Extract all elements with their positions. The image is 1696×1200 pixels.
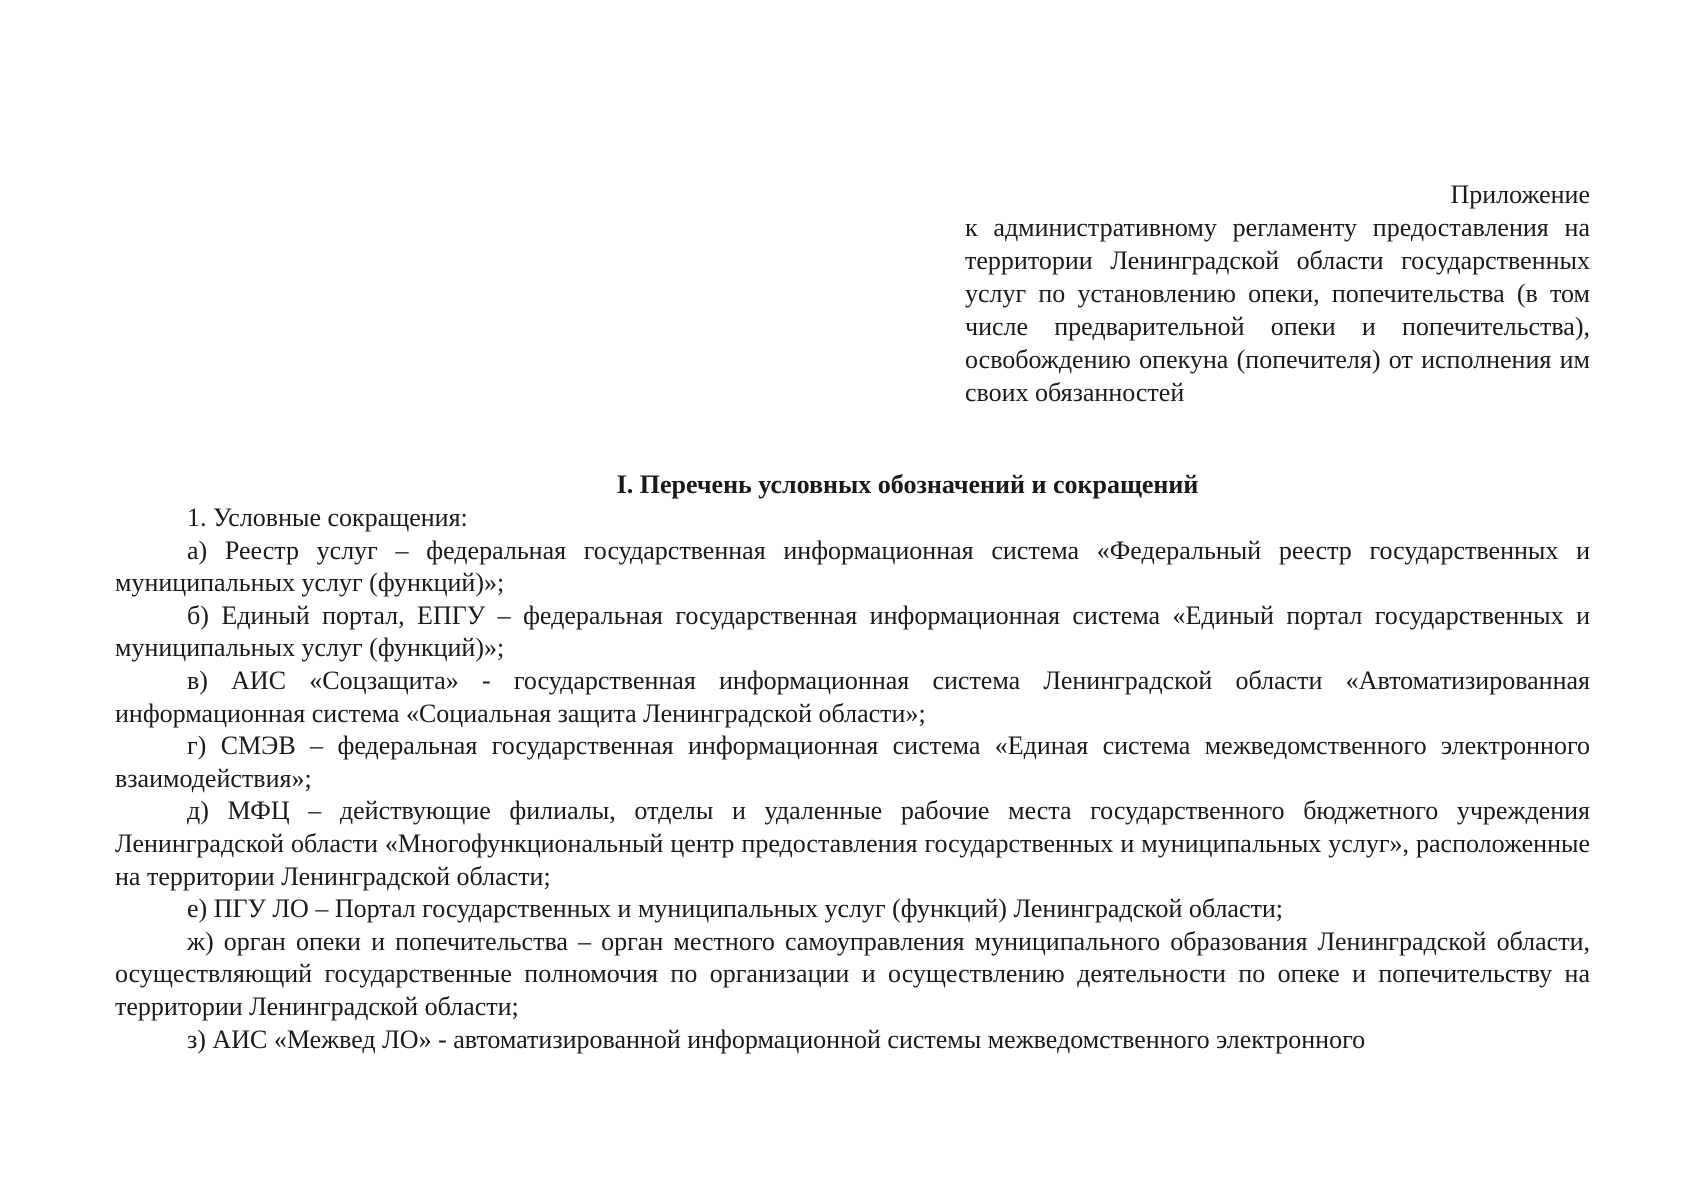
paragraph-d: д) МФЦ – действующие филиалы, отделы и удаленные рабочие места государственного бюджетного учреждения Ленинградской области «Многофункциональный центр предоставления государственных и муниципальных услуг», расположенные на территории Ленинградской области; bbox=[115, 796, 1590, 891]
paragraph-z: з) АИС «Межвед ЛО» - автоматизированной информационной системы межведомственного электронного bbox=[187, 1024, 1366, 1054]
appendix-block bbox=[965, 178, 1590, 409]
paragraph-g: г) СМЭВ – федеральная государственная информационная система «Единая система межведомственного электронного взаимодействия»; bbox=[115, 731, 1590, 793]
appendix-title: Приложение bbox=[1450, 180, 1590, 209]
paragraph-a: а) Реестр услуг – федеральная государственная информационная система «Федеральный реестр государственных и муниципальных услуг (функций)»; bbox=[115, 535, 1590, 598]
appendix-text: к административному регламенту предоставления на территории Ленинградской области государственных услуг по установлению опеки, попечительства (в том числе предварительной опеки и попечительства), освобождению опекуна (попечителя) от исполнения им своих обязанностей bbox=[965, 213, 1590, 407]
section-body bbox=[115, 502, 1590, 1056]
paragraph-b: б) Единый портал, ЕПГУ – федеральная государственная информационная система «Единый портал государственных и муниципальных услуг (функций)»; bbox=[115, 600, 1590, 663]
paragraph-zh: ж) орган опеки и попечительства – орган местного самоуправления муниципального образования Ленинградской области, осуществляющий государственные полномочия по организации и осуществлению деятельности по опеке и попечительству на территории Ленинградской области; bbox=[115, 926, 1590, 1021]
paragraph-1: 1. Условные сокращения: bbox=[187, 503, 468, 532]
section-heading: I. Перечень условных обозначений и сокращений bbox=[616, 470, 1199, 499]
paragraph-v: в) АИС «Соцзащита» - государственная информационная система Ленинградской области «Автоматизированная информационная система «Социальная защита Ленинградской области»; bbox=[115, 665, 1590, 728]
paragraph-e: е) ПГУ ЛО – Портал государственных и муниципальных услуг (функций) Ленинградской области; bbox=[187, 894, 1284, 924]
